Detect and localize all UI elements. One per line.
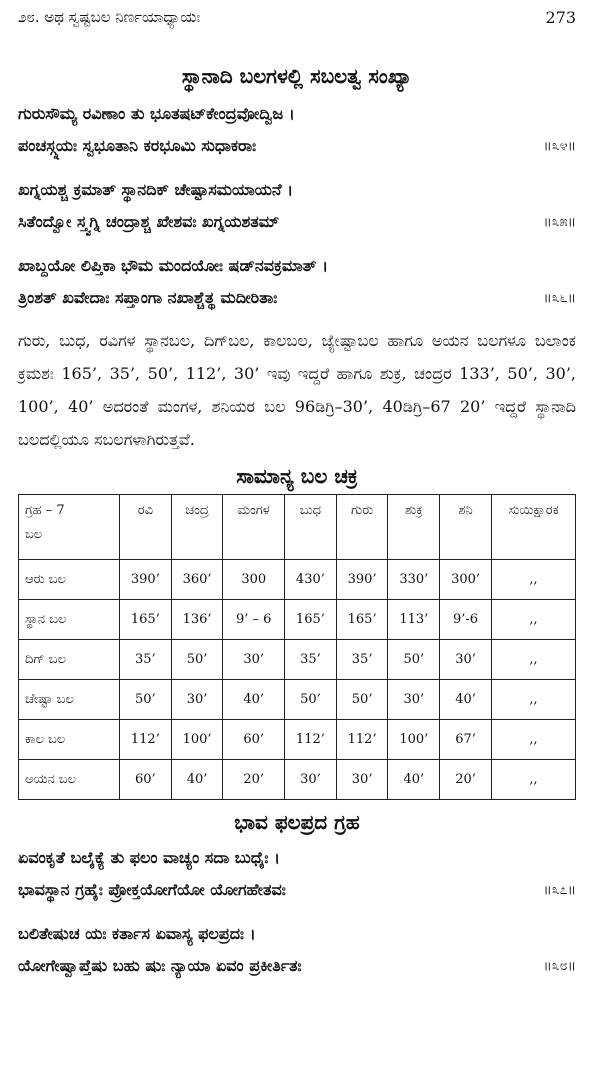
table-cell: 360’: [171, 560, 223, 600]
verse-text: ಖಾಬ್ದಯೋ ಲಿಪ್ತಿಕಾ ಭೌಮ ಮಂದಯೋಃ ಷಡ್‌ನವಕ್ರಮಾತ್ ।: [18, 256, 329, 275]
row-label: ಸ್ಥಾನ ಬಲ: [19, 600, 120, 640]
table-cell: 100’: [171, 720, 223, 760]
table-cell: 112’: [336, 720, 388, 760]
table-cell: 35’: [336, 640, 388, 680]
table-cell: 30’: [223, 640, 285, 680]
verse-line: [18, 98, 576, 130]
table-cell: 30’: [171, 680, 223, 720]
table-row: [19, 560, 576, 600]
verse-text: ಖಗ್ನಯಶ್ಚ ಕ್ರಮಾತ್ ಸ್ಥಾನದಿಕ್ ಚೇಷ್ಟಾಸಮಯಾಯನೆ ।: [18, 180, 294, 199]
table-cell: 60’: [120, 760, 172, 800]
table-row: [19, 640, 576, 680]
verse-text: ಗುರುಸೌಮ್ಯ ರವಿಣಾಂ ತು ಭೂತಷಟ್‌ಕೇಂದ್ರವೋದ್ವಿಜ ।: [18, 104, 295, 123]
table-cell: 50’: [285, 680, 337, 720]
table-cell: 112’: [120, 720, 172, 760]
verse-text: ಸಿತೆಂದ್ವೋ ಸ್ತ್ವಗ್ನಿ ಚಂದ್ರಾಶ್ಚ ಖೇಶವಃ ಖಗ್ನಯಶತಮ್: [18, 212, 280, 231]
table-row: [19, 760, 576, 800]
verse-line: [18, 918, 576, 950]
table-cell: ,,: [491, 720, 575, 760]
table-cell: 50’: [336, 680, 388, 720]
table-cell: 30’: [336, 760, 388, 800]
verse-text: ಯೋಗೇಷ್ವಾಪ್ತೆಷು ಬಹು ಷುಃ ನ್ಯಾಯಾ ಏವಂ ಪ್ರಕೀರ್ತಿತಃ: [18, 956, 302, 975]
table-row: [19, 680, 576, 720]
table-cell: 40’: [171, 760, 223, 800]
table-cell: 300’: [440, 560, 492, 600]
column-header: ರವಿ: [120, 495, 172, 560]
table-cell: 60’: [223, 720, 285, 760]
verse-number: ॥೩೮॥: [543, 958, 576, 974]
table-cell: 165’: [285, 600, 337, 640]
verse-line: [18, 206, 576, 238]
column-header: ಚಂದ್ರ: [171, 495, 223, 560]
row-label: ಚೇಷ್ಟಾ ಬಲ: [19, 680, 120, 720]
table-cell: 9’ – 6: [223, 600, 285, 640]
section-title: ಭಾವ ಫಲಪ್ರದ ಗ್ರಹ: [234, 810, 360, 834]
table-cell: 430’: [285, 560, 337, 600]
verse-text: ತ್ರಿಂಶತ್ ಖವೇದಾಃ ಸಪ್ತಾಂಗಾ ನಖಾಶ್ಚೆತ್ಥ ಮದೀರಿತಾಃ: [18, 288, 278, 307]
table-cell: 165’: [120, 600, 172, 640]
verse-text: ಏವಂಕೃತೆ ಬಲೈಕ್ಯೆ ತು ಫಲಂ ವಾಚ್ಯಂ ಸದಾ ಬುಧೈಃ ।: [18, 848, 281, 867]
verse-number: ॥೩೬॥: [543, 290, 576, 306]
table-cell: ,,: [491, 680, 575, 720]
verse-line: [18, 874, 576, 906]
table-cell: 40’: [223, 680, 285, 720]
verse-line: [18, 950, 576, 982]
table-cell: 50’: [388, 640, 440, 680]
verse-number: ॥೩೪॥: [543, 138, 576, 154]
row-label: ಅಯನ ಬಲ: [19, 760, 120, 800]
table-cell: ,,: [491, 640, 575, 680]
table-corner-cell: [19, 495, 120, 560]
table-cell: 20’: [440, 760, 492, 800]
verse-number: ॥೩೭॥: [543, 882, 576, 898]
corner-line-1: ಗ್ರಹ – 7: [25, 503, 65, 518]
table-cell: 9’-6: [440, 600, 492, 640]
table-cell: 100’: [388, 720, 440, 760]
verse-number: ॥೩೫॥: [543, 214, 576, 230]
chapter-title: ೨೮. ಅಥ ಸ್ವಷ್ಟಬಲ ನಿರ್ಣಯಾಧ್ಯಾಯಃ: [18, 8, 201, 26]
verse-line: [18, 174, 576, 206]
row-label: ದಿಗ್ ಬಲ: [19, 640, 120, 680]
verse-line: [18, 282, 576, 314]
table-cell: 30’: [285, 760, 337, 800]
page-number: 273: [545, 8, 576, 27]
table-title: ಸಾಮಾನ್ಯ ಬಲ ಚಕ್ರ: [236, 464, 358, 488]
table-cell: 30’: [388, 680, 440, 720]
strength-table: [18, 494, 576, 800]
column-header: ಶುಕ್ರ: [388, 495, 440, 560]
verse-text: ಪಂಚಸ್ಗ್ನಯಃ ಸ್ವಭೂತಾನಿ ಕರಭೂಮಿ ಸುಧಾಕರಾಃ: [18, 136, 257, 155]
table-cell: 20’: [223, 760, 285, 800]
table-cell: 30’: [440, 640, 492, 680]
table-cell: 35’: [120, 640, 172, 680]
corner-line-2: ಬಲ: [25, 527, 43, 542]
commentary-paragraph: ಗುರು, ಬುಧ, ರವಿಗಳ ಸ್ಥಾನಬಲ, ದಿಗ್‌ಬಲ, ಕಾಲಬಲ, ಜ್ಯೇಷ್ಟಾಬಲ ಹಾಗೂ ಅಯನ ಬಲಗಳೂ ಬಲಾಂಕ ಕ್ರಮಶಃ 165’, 35’, 50’, 112’, 30’ ಇವು ಇದ್ದರೆ ಹಾಗೂ ಶುಕ್ರ, ಚಂದ್ರರ 133’, 50’, 30’, 100’, 40’ ಅದರಂತೆ ಮಂಗಳ, ಶನಿಯರ ಬಲ 96ಡಿಗ್ರಿ–30’, 40ಡಿಗ್ರಿ–67 20’ ಇದ್ದರೆ ಸ್ಥಾನಾದಿ ಬಲದಲ್ಲಿಯೂ ಸಬಲಗಳಾಗಿರುತ್ತವೆ.: [18, 331, 576, 449]
table-cell: 390’: [336, 560, 388, 600]
table-cell: ,,: [491, 760, 575, 800]
table-row: [19, 600, 576, 640]
column-header: ಶನಿ: [440, 495, 492, 560]
table-cell: ,,: [491, 600, 575, 640]
table-row: [19, 720, 576, 760]
table-cell: ,,: [491, 560, 575, 600]
table-cell: 136’: [171, 600, 223, 640]
table-cell: 112’: [285, 720, 337, 760]
table-cell: 50’: [120, 680, 172, 720]
verse-block-2: [18, 842, 576, 982]
column-header: ಬುಧ: [285, 495, 337, 560]
table-cell: 390’: [120, 560, 172, 600]
column-header: ಸುಯಿಕ್ಷಾರಕ: [491, 495, 575, 560]
table-cell: 113’: [388, 600, 440, 640]
table-cell: 300: [223, 560, 285, 600]
column-header: ಮಂಗಳ: [223, 495, 285, 560]
verse-text: ಬಲಿತೇಷುಚ ಯಃ ಕರ್ತಾಸ ಏವಾಸ್ಯ ಫಲಪ್ರದಃ ।: [18, 924, 256, 943]
table-cell: 35’: [285, 640, 337, 680]
verse-block-1: [18, 98, 576, 314]
column-header: ಗುರು: [336, 495, 388, 560]
verse-text: ಭಾವಸ್ಥಾನ ಗ್ರಹೈಃ ಪ್ರೋಕ್ತಯೋಗೆಯೋ ಯೋಗಹೇತವಃ: [18, 880, 286, 899]
row-label: ಆರು ಬಲ: [19, 560, 120, 600]
table-cell: 50’: [171, 640, 223, 680]
table-cell: 40’: [440, 680, 492, 720]
verse-line: [18, 842, 576, 874]
table-cell: 330’: [388, 560, 440, 600]
row-label: ಕಾಲ ಬಲ: [19, 720, 120, 760]
table-header-row: [19, 495, 576, 560]
table-cell: 67’: [440, 720, 492, 760]
verse-line: [18, 130, 576, 162]
section-title: ಸ್ಥಾನಾದಿ ಬಲಗಳಲ್ಲಿ ಸಬಲತ್ವ ಸಂಖ್ಯಾ: [181, 64, 413, 88]
table-cell: 165’: [336, 600, 388, 640]
verse-line: [18, 250, 576, 282]
running-header: [18, 0, 576, 40]
table-cell: 40’: [388, 760, 440, 800]
